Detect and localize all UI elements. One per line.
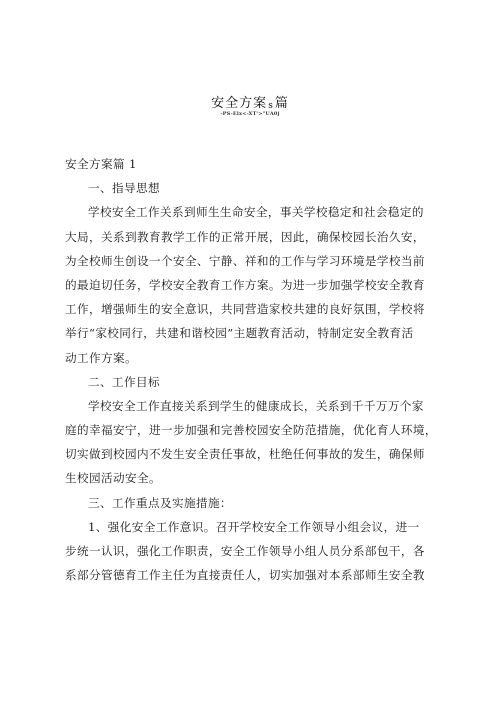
paragraph-line: 为全校师生创设一个安全、宁静、祥和的工作与学习环境是学校当前 — [65, 253, 425, 268]
document-title-tail: 篇 — [274, 96, 289, 111]
paragraph-line: 动工作方案。 — [65, 350, 137, 365]
paragraph-line: 学校安全工作关系到师生生命安全，事关学校稳定和社会稳定的 — [88, 205, 424, 220]
document-title-mark: s — [268, 101, 274, 111]
paragraph-line: 系部分管德育工作主任为直接责任人，切实加强对本系部师生安全教 — [65, 568, 425, 583]
section-heading: 三、工作重点及实施措施： — [88, 495, 232, 510]
section-heading: 二、工作目标 — [88, 374, 160, 389]
paragraph-line: 切实做到校园内不发生安全责任事故，杜绝任何事故的发生，确保师 — [65, 447, 425, 462]
section-heading: 一、指导思想 — [88, 181, 160, 196]
paragraph-line: 学校安全工作直接关系到学生的健康成长，关系到千千万万个家 — [88, 398, 424, 413]
paragraph-line: 生校园活动安全。 — [65, 471, 161, 486]
section-title: 安全方案篇 1 — [65, 157, 137, 171]
paragraph-line: 举行“家校同行，共建和谐校园”主题教育活动，特制定安全教育活 — [65, 326, 414, 341]
document-title-main: 安全方案 — [211, 96, 268, 111]
paragraph-line: 的最迫切任务，学校安全教育工作方案。为进一步加强学校安全教育 — [65, 277, 425, 292]
paragraph-line: 大局，关系到教育教学工作的正常开展，因此，确保校园长治久安， — [65, 229, 425, 244]
paragraph-line: 庭的幸福安宁，进一步加强和完善校园安全防范措施，优化育人环境， — [65, 423, 437, 438]
body-lines — [65, 176, 445, 587]
paragraph-line: 工作，增强师生的安全意识，共同营造家校共建的良好氛围，学校将 — [65, 302, 425, 317]
paragraph-line: 1、强化安全工作意识。召开学校安全工作领导小组会议，进一 — [88, 519, 420, 534]
document-subtitle: -PS-Elx<-XT'>"UA0j — [220, 111, 280, 117]
document-title — [0, 92, 500, 111]
document-body — [65, 152, 445, 587]
paragraph-line: 步统一认识，强化工作职责，安全工作领导小组人员分系部包干，各 — [65, 544, 425, 558]
